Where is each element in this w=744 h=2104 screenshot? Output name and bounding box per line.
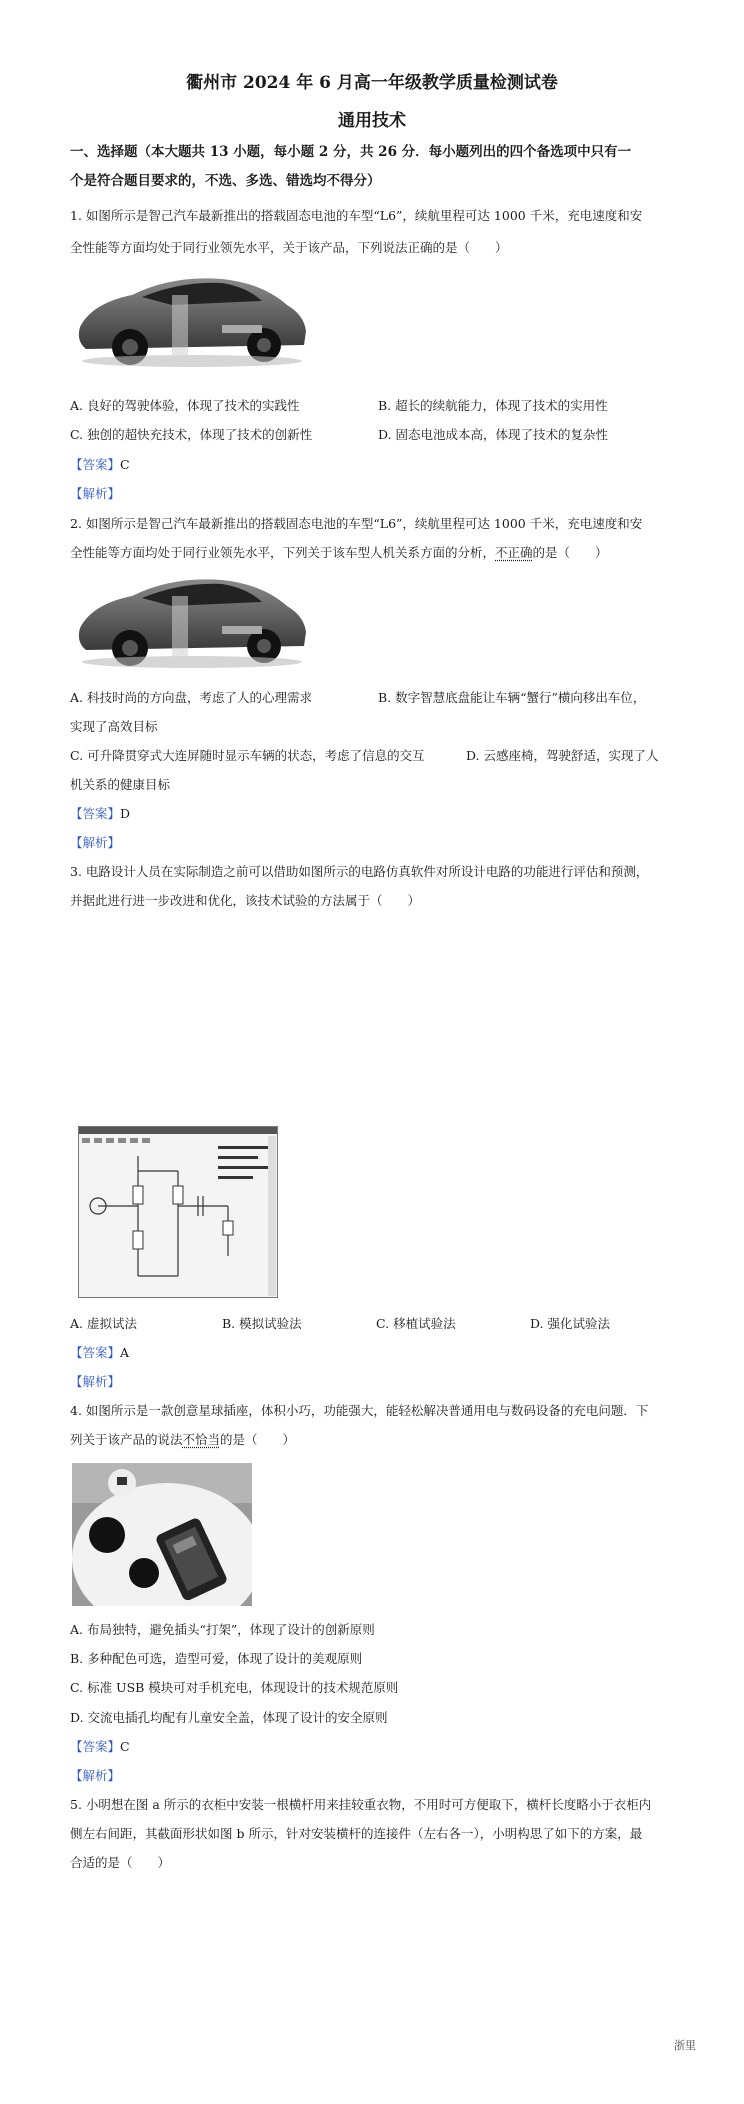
q2-option-c: C. 可升降贯穿式大连屏随时显示车辆的状态，考虑了信息的交互 bbox=[70, 748, 425, 763]
q4-option-a: A. 布局独特，避免插头“打架”，体现了设计的创新原则 bbox=[70, 1622, 375, 1637]
q1-analysis-label: 【解析】 bbox=[70, 486, 121, 501]
q1-answer bbox=[70, 455, 130, 473]
q3-option-b: B. 模拟试验法 bbox=[222, 1316, 302, 1331]
q3-analysis-label: 【解析】 bbox=[70, 1374, 121, 1389]
answer-value: C bbox=[120, 1739, 130, 1754]
q1-option-a: A. 良好的驾驶体验，体现了技术的实践性 bbox=[70, 398, 300, 413]
q2-option-b-cont: 实现了高效目标 bbox=[70, 719, 158, 734]
q1-stem-line2: 全性能等方面均处于同行业领先水平，关于该产品，下列说法正确的是（ ） bbox=[70, 240, 508, 255]
q5-stem-line3: 合适的是（ ） bbox=[70, 1855, 171, 1870]
q3-stem-line2: 并据此进行进一步改进和优化，该技术试验的方法属于（ ） bbox=[70, 893, 421, 908]
answer-value: C bbox=[120, 457, 130, 472]
q4-option-c: C. 标准 USB 模块可对手机充电，体现设计的技术规范原则 bbox=[70, 1680, 399, 1695]
q3-stem-line1: 3. 电路设计人员在实际制造之前可以借助如图所示的电路仿真软件对所设计电路的功能进行评估和预测， bbox=[70, 864, 649, 879]
q3-option-a: A. 虚拟试法 bbox=[70, 1316, 137, 1331]
q4-analysis-label: 【解析】 bbox=[70, 1768, 121, 1783]
answer-label: 【答案】 bbox=[70, 1739, 121, 1754]
q2-answer bbox=[70, 804, 130, 822]
answer-label: 【答案】 bbox=[70, 457, 121, 472]
q2-stem-emphasis: 不正确 bbox=[495, 545, 533, 560]
q1-option-c: C. 独创的超快充技术，体现了技术的创新性 bbox=[70, 427, 313, 442]
q5-stem-line1: 5. 小明想在图 a 所示的衣柜中安装一根横杆用来挂较重衣物，不用时可方便取下，横杆长度略小于衣柜内 bbox=[70, 1797, 652, 1812]
q3-option-d: D. 强化试验法 bbox=[530, 1316, 611, 1331]
q5-stem-line2: 侧左右间距，其截面形状如图 b 所示，针对安装横杆的连接件（左右各一），小明构思了如下的方案，最 bbox=[70, 1826, 643, 1841]
q2-option-a: A. 科技时尚的方向盘，考虑了人的心理需求 bbox=[70, 690, 312, 705]
subject-title: 通用技术 bbox=[338, 111, 406, 131]
section-heading-line1: 一、选择题（本大题共 13 小题，每小题 2 分，共 26 分．每小题列出的四个备选项中只有一 bbox=[70, 144, 632, 160]
q2-option-b: B. 数字智慧底盘能让车辆“蟹行”横向移出车位， bbox=[378, 690, 646, 705]
q2-option-d-cont: 机关系的健康目标 bbox=[70, 777, 171, 792]
q4-stem-emphasis: 不恰当 bbox=[182, 1432, 221, 1447]
q2-option-d: D. 云感座椅，驾驶舒适，实现了人 bbox=[466, 748, 659, 763]
q4-stem-line1: 4. 如图所示是一款创意星球插座，体积小巧，功能强大，能轻松解决普通用电与数码设备的充电问题．下 bbox=[70, 1403, 649, 1418]
section-heading-line2: 个是符合题目要求的，不选、多选、错选均不得分） bbox=[70, 173, 381, 189]
page-title: 衢州市 2024 年 6 月高一年级教学质量检测试卷 bbox=[186, 73, 558, 93]
q1-stem-line1: 1. 如图所示是智己汽车最新推出的搭载固态电池的车型“L6”，续航里程可达 1000 千米，充电速度和安 bbox=[70, 208, 643, 223]
q3-option-c: C. 移植试验法 bbox=[376, 1316, 456, 1331]
answer-value: D bbox=[120, 806, 131, 821]
q1-option-b: B. 超长的续航能力，体现了技术的实用性 bbox=[378, 398, 608, 413]
q3-answer bbox=[70, 1343, 129, 1361]
q2-stem-line2 bbox=[70, 543, 608, 561]
q2-car-photo bbox=[72, 566, 312, 674]
q2-stem-text: 全性能等方面均处于同行业领先水平，下列关于该车型人机关系方面的分析， bbox=[70, 545, 496, 560]
answer-label: 【答案】 bbox=[70, 806, 121, 821]
q3-circuit-screenshot bbox=[78, 1126, 278, 1298]
q2-stem-tail: 的是（ ） bbox=[532, 545, 608, 560]
answer-label: 【答案】 bbox=[70, 1345, 121, 1360]
q4-socket-photo bbox=[72, 1463, 252, 1606]
q2-analysis-label: 【解析】 bbox=[70, 835, 121, 850]
q1-option-d: D. 固态电池成本高，体现了技术的复杂性 bbox=[378, 427, 609, 442]
q4-stem-line2 bbox=[70, 1430, 295, 1448]
q4-option-d: D. 交流电插孔均配有儿童安全盖，体现了设计的安全原则 bbox=[70, 1710, 388, 1725]
q4-answer bbox=[70, 1737, 130, 1755]
q1-car-photo bbox=[72, 265, 312, 373]
answer-value: A bbox=[120, 1345, 130, 1360]
q4-stem-text: 列关于该产品的说法 bbox=[70, 1432, 183, 1447]
q2-stem-line1: 2. 如图所示是智己汽车最新推出的搭载固态电池的车型“L6”，续航里程可达 1000 千米，充电速度和安 bbox=[70, 516, 643, 531]
footer-mark: 浙里 bbox=[674, 2039, 696, 2052]
q4-option-b: B. 多种配色可选，造型可爱，体现了设计的美观原则 bbox=[70, 1651, 363, 1666]
q4-stem-tail: 的是（ ） bbox=[220, 1432, 296, 1447]
